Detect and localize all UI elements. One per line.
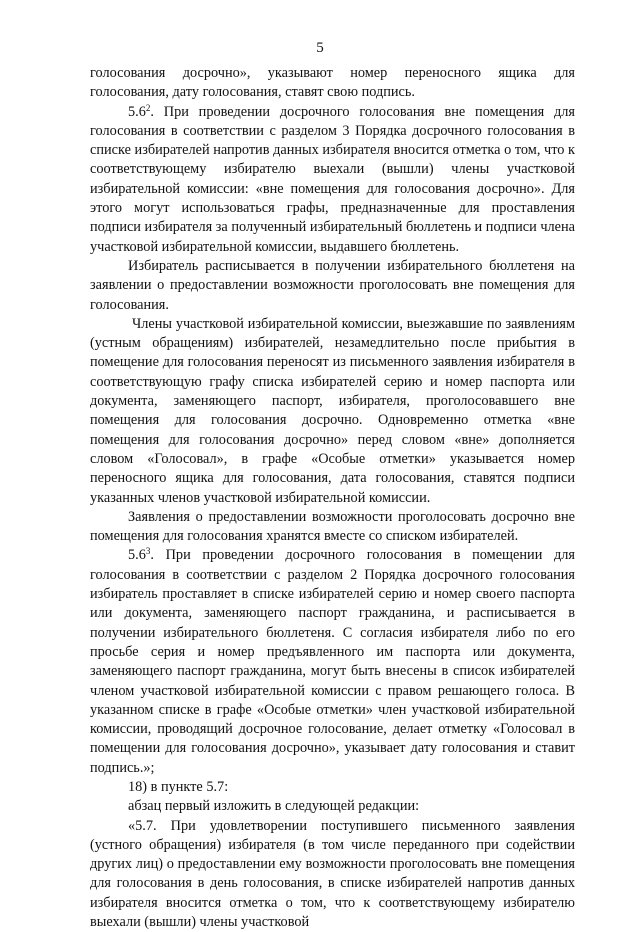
page-number: 5 <box>316 40 324 56</box>
paragraph-applications-stored: Заявления о предоставлении возможности проголосовать досрочно вне помещения для голосования хранятся вместе со списком избирателей. <box>90 508 575 545</box>
document-body <box>90 64 575 932</box>
paragraph-5-7: «5.7. При удовлетворении поступившего письменного заявления (устного обращения) избирателя (в том числе переданного при содействии других лиц) о предоставлении ему возможности проголосовать вне помещения для голосования в день голосования, в списке избирателей напротив данных избирателя вносится отметка о том, что к соответствующему избирателю выехали (вышли) члены участковой <box>90 817 575 931</box>
paragraph-continuation: голосования досрочно», указывают номер переносного ящика для голосования, дату голосования, ставят свою подпись. <box>90 65 575 101</box>
paragraph-first-abzac: абзац первый изложить в следующей редакции: <box>128 798 420 815</box>
paragraph-voter-signs: Избиратель расписывается в получении избирательного бюллетеня на заявлении о предоставлении возможности проголосовать вне помещения для голосования. <box>90 257 575 313</box>
paragraph-5-6-2: $5.6^2$. При проведении досрочного голосования вне помещения для голосования в соответствии с разделом 3 Порядка досрочного голосования в списке избирателей напротив данных избирателя вносится отметка о том, что к соответствующему избирателю выехали (вышли) члены участковой избирательной комиссии: «вне помещения для голосования досрочно». Для этого могут использоваться графы, предназначенные для проставления подписи избирателя за полученный избирательный бюллетень и подписи члена участковой избирательной комиссии, выдавшего бюллетень. <box>90 102 575 255</box>
paragraph-item-18: 18) в пункте 5.7: <box>128 778 229 795</box>
paragraph-5-6-3: $5.6^3$. При проведении досрочного голосования в помещении для голосования в соответствии с разделом 2 Порядка досрочного голосования избиратель проставляет в списке избирателей серию и номер своего паспорта или документа, заменяющего паспорт гражданина, и расписывается в получении избирательного бюллетеня. С согласия избирателя либо по его просьбе серия и номер предъявленного им паспорта или документа, заменяющего паспорт гражданина, могут быть внесены в список избирателей членом участковой избирательной комиссии с правом решающего голоса. В указанном списке в графе «Особые отметки» член участковой избирательной комиссии, проводящий досрочное голосование, делает отметку «Голосовал в помещении для голосования досрочно», указывает дату голосования и ставит подпись.»; <box>90 546 575 776</box>
paragraph-commission-members: Члены участковой избирательной комиссии, выезжавшие по заявлениям (устным обращениям) избирателей, незамедлительно после прибытия в помещение для голосования переносят из письменного заявления избирателя в соответствующую графу списка избирателей серию и номер паспорта или документа, заменяющего паспорт, избирателя, проголосовавшего вне помещения для голосования досрочно. Одновременно отметка «вне помещения для голосования досрочно» перед словом «вне» дополняется словом «Голосовал», в графе «Особые отметки» указывается номер переносного ящика для голосования, дата голосования, ставятся подписи указанных членов участковой избирательной комиссии. <box>90 315 575 506</box>
